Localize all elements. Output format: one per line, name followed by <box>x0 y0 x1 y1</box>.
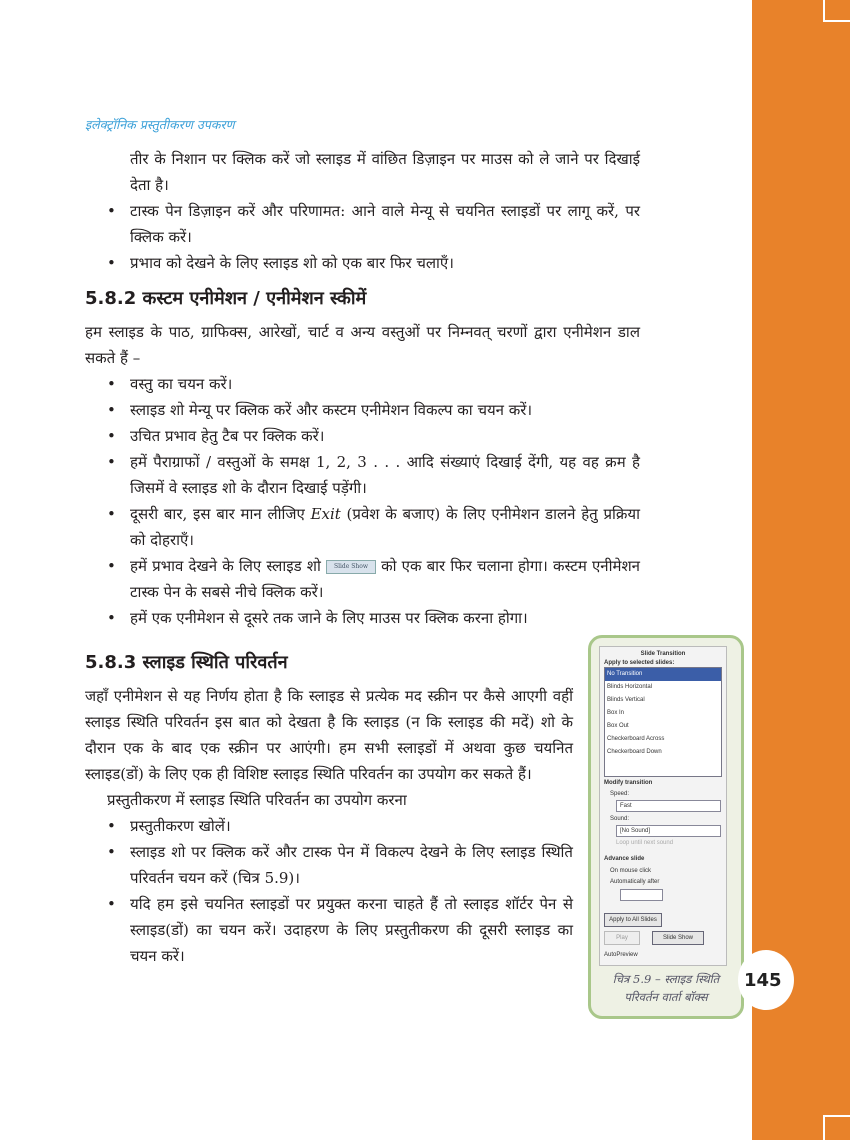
crop-mark <box>823 0 825 22</box>
list-item: • स्लाइड शो मेन्यू पर क्लिक करें और कस्टम एनीमेशन विकल्प का चयन करें। <box>85 397 640 423</box>
section-5-8-2-body <box>85 319 640 631</box>
slide-show-button: Slide Show <box>652 931 704 945</box>
text: हमें प्रभाव देखने के लिए स्लाइड शो <box>130 557 326 575</box>
text: दूसरी बार, इस बार मान लीजिए <box>130 505 311 523</box>
text: (प्रवेश के बजाए) के लिए एनीमेशन डालने हेतु प्रक्रिया को दोहराएँ। <box>130 505 640 549</box>
sound-select: [No Sound] <box>616 825 721 837</box>
autopreview-checkbox: AutoPreview <box>604 952 638 958</box>
caption-line: परिवर्तन वार्ता बॉक्स <box>624 990 708 1004</box>
crop-mark <box>823 1115 850 1117</box>
list-item: • उचित प्रभाव हेतु टैब पर क्लिक करें। <box>85 423 640 449</box>
modify-label: Modify transition <box>604 780 653 786</box>
transition-list <box>604 667 722 777</box>
loop-checkbox: Loop until next sound <box>616 840 674 846</box>
list-item: • टास्क पेन डिज़ाइन करें और परिणामत: आने वाले मेन्यू से चयनित स्लाइडों पर लागू करें, पर क्लिक करें। <box>85 198 640 250</box>
on-click-checkbox: On mouse click <box>610 868 652 874</box>
list-item: • प्रस्तुतीकरण खोलें। <box>85 813 573 839</box>
exit-word: Exit <box>310 505 341 523</box>
caption-line: चित्र 5.9 – स्लाइड स्थिति <box>612 972 720 986</box>
page-number-badge <box>738 950 794 1010</box>
page-number: 145 <box>744 970 782 991</box>
speed-select: Fast <box>616 800 721 812</box>
paragraph: जहाँ एनीमेशन से यह निर्णय होता है कि स्लाइड से प्रत्येक मद स्क्रीन पर कैसे आएगी वहीं स्लाइड स्थिति परिवर्तन इस बात को देखता है कि स्लाइड (न कि स्लाइड की मदें) शो के दौरान एक के बाद एक स्क्रीन पर आएंगी। हम सभी स्लाइडों में अथवा कुछ चयनित स्लाइड(डों) के लिए एक ही विशिष्ट स्लाइड स्थिति परिवर्तन का उपयोग कर सकते हैं। <box>85 687 573 783</box>
subheading: प्रस्तुतीकरण में स्लाइड स्थिति परिवर्तन का उपयोग करना <box>107 791 407 809</box>
transition-option: Blinds Vertical <box>607 697 645 703</box>
paragraph: हम स्लाइड के पाठ, ग्राफिक्स, आरेखों, चार्ट व अन्य वस्तुओं पर निम्नवत् चरणों द्वारा एनीमेशन डाल सकते हैं – <box>85 323 640 367</box>
list-item: • वस्तु का चयन करें। <box>85 371 640 397</box>
section-5-8-3-body <box>85 683 573 969</box>
slide-show-button-image: Slide Show <box>326 560 376 574</box>
advance-label: Advance slide <box>604 856 645 862</box>
list-item: • हमें पैराग्राफों / वस्तुओं के समक्ष 1, 2, 3 . . . आदि संख्याएं दिखाई देंगी, यह वह क्रम है जिसमें वे स्लाइड शो के दौरान दिखाई पड़ेंगी। <box>85 449 640 501</box>
slide-transition-pane-screenshot <box>599 646 727 966</box>
intro-block <box>85 146 640 276</box>
apply-label: Apply to selected slides: <box>604 660 675 666</box>
play-button: Play <box>604 931 640 945</box>
transition-option: No Transition <box>605 668 721 681</box>
pane-title: Slide Transition <box>640 651 686 657</box>
apply-all-button: Apply to All Slides <box>604 913 662 927</box>
list-item: • प्रभाव को देखने के लिए स्लाइड शो को एक बार फिर चलाएँ। <box>85 250 640 276</box>
list-item: • स्लाइड शो पर क्लिक करें और टास्क पेन में विकल्प देखने के लिए स्लाइड स्थिति परिवर्तन चयन करें (चित्र 5.9)। <box>85 839 573 891</box>
auto-checkbox: Automatically after <box>610 879 660 885</box>
transition-option: Checkerboard Across <box>607 736 665 742</box>
time-spinner <box>620 889 663 901</box>
list-item <box>85 501 640 553</box>
section-heading-5-8-3: 5.8.3 स्लाइड स्थिति परिवर्तन <box>85 652 288 673</box>
list-item: • हमें एक एनीमेशन से दूसरे तक जाने के लिए माउस पर क्लिक करना होगा। <box>85 605 640 631</box>
list-item: • यदि हम इसे चयनित स्लाइडों पर प्रयुक्त करना चाहते हैं तो स्लाइड शॉर्टर पेन से स्लाइड(डों) का चयन करें। उदाहरण के लिए प्रस्तुतीकरण की दूसरी स्लाइड का चयन करें। <box>85 891 573 969</box>
crop-mark <box>823 20 850 22</box>
transition-option: Checkerboard Down <box>607 749 662 755</box>
transition-option: Box In <box>607 710 625 716</box>
speed-label: Speed: <box>610 791 630 797</box>
sound-label: Sound: <box>610 816 630 822</box>
figure-5-9 <box>588 635 744 1019</box>
running-head: इलेक्ट्रॉनिक प्रस्तुतीकरण उपकरण <box>85 117 235 132</box>
text: को एक बार फिर चलाना होगा। कस्टम एनीमेशन टास्क पेन के सबसे नीचे क्लिक करें। <box>130 557 640 601</box>
section-heading-5-8-2: 5.8.2 कस्टम एनीमेशन / एनीमेशन स्कीमें <box>85 288 367 309</box>
transition-option: Blinds Horizontal <box>607 684 653 690</box>
figure-caption <box>591 970 741 1006</box>
list-item <box>85 553 640 605</box>
crop-mark <box>823 1115 825 1140</box>
continuation-text: तीर के निशान पर क्लिक करें जो स्लाइड में वांछित डिज़ाइन पर माउस को ले जाने पर दिखाई देता है। <box>130 150 640 194</box>
transition-option: Box Out <box>607 723 629 729</box>
